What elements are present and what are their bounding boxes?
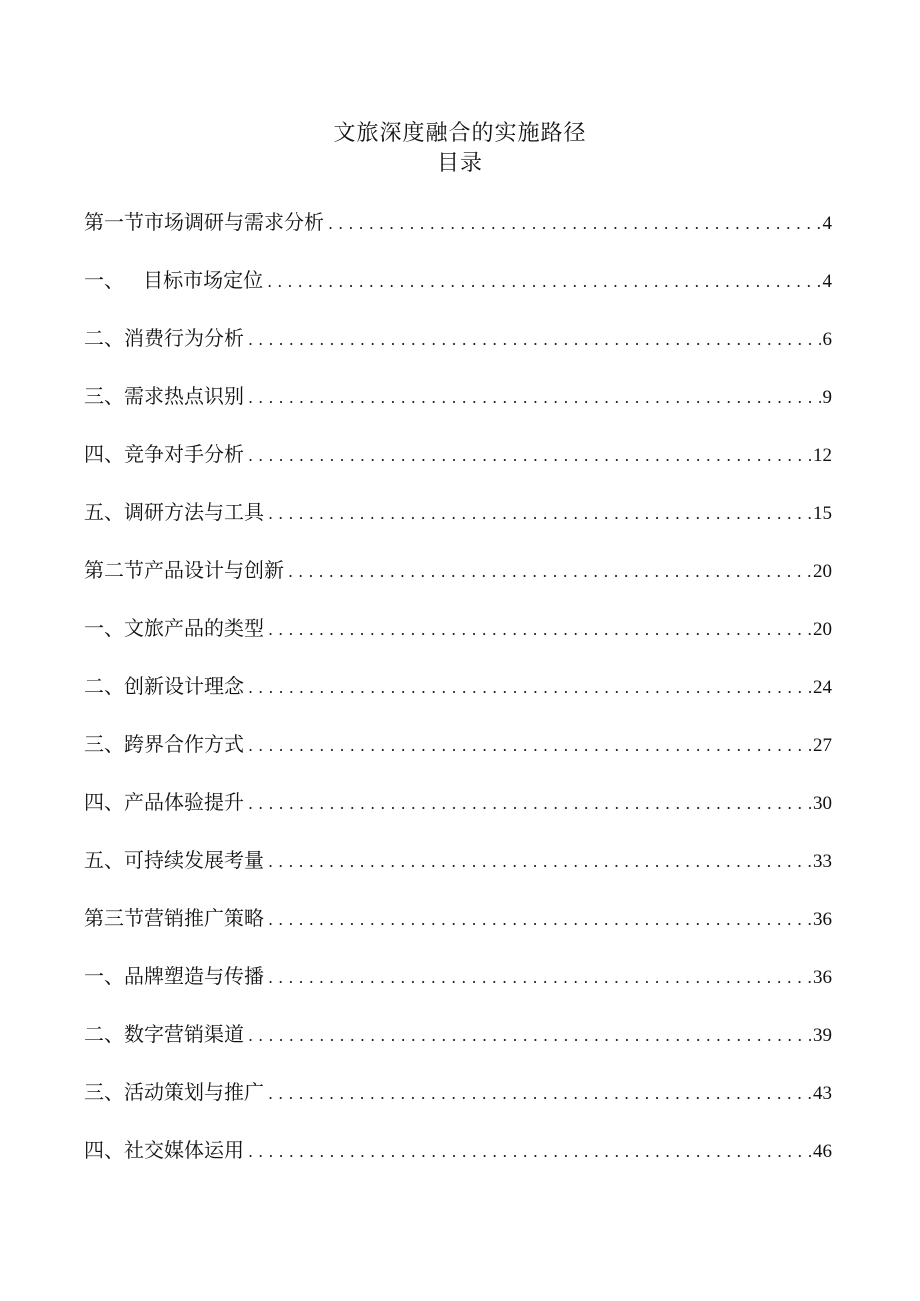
toc-entry-page: 9	[822, 387, 832, 408]
toc-dot-leader	[268, 1072, 811, 1116]
toc-entry[interactable]	[84, 548, 832, 606]
toc-dot-leader	[288, 550, 811, 594]
toc-entry-page: 46	[813, 1141, 832, 1162]
toc-dot-leader	[248, 724, 811, 768]
toc-entry-label: 五、调研方法与工具	[84, 500, 264, 524]
toc-entry[interactable]	[84, 316, 832, 374]
toc-entry-label: 三、活动策划与推广	[84, 1080, 264, 1104]
toc-entry-label: 三、需求热点识别	[84, 384, 244, 408]
toc-heading: 目录	[436, 151, 483, 176]
toc-entry[interactable]	[84, 1128, 832, 1186]
table-of-contents	[84, 200, 832, 1186]
toc-entry[interactable]	[84, 838, 832, 896]
toc-entry-label: 四、产品体验提升	[84, 790, 244, 814]
toc-entry-page: 36	[813, 967, 832, 988]
toc-entry-label: 第三节营销推广策略	[84, 906, 264, 930]
toc-entry-label: 五、可持续发展考量	[84, 848, 264, 872]
toc-entry-page: 27	[813, 735, 832, 756]
toc-entry[interactable]	[84, 954, 832, 1012]
toc-entry-page: 12	[813, 445, 832, 466]
toc-dot-leader	[268, 898, 811, 942]
toc-entry[interactable]	[84, 606, 832, 664]
toc-entry-label: 二、数字营销渠道	[84, 1022, 244, 1046]
toc-dot-leader	[248, 318, 821, 362]
toc-entry-label: 三、跨界合作方式	[84, 732, 244, 756]
toc-entry-page: 6	[822, 329, 832, 350]
toc-entry-label: 一、文旅产品的类型	[84, 616, 264, 640]
toc-entry-page: 20	[813, 619, 832, 640]
toc-entry-label: 第一节市场调研与需求分析	[84, 210, 324, 234]
toc-dot-leader	[268, 492, 811, 536]
toc-entry[interactable]	[84, 258, 832, 316]
toc-entry-label: 四、社交媒体运用	[84, 1138, 244, 1162]
toc-entry-page: 20	[813, 561, 832, 582]
toc-entry-page: 33	[813, 851, 832, 872]
document-title: 文旅深度融合的实施路径	[333, 121, 587, 146]
toc-entry-label: 二、消费行为分析	[84, 326, 244, 350]
toc-entry-page: 15	[813, 503, 832, 524]
toc-dot-leader	[248, 376, 821, 420]
toc-entry[interactable]	[84, 490, 832, 548]
toc-entry-page: 24	[813, 677, 832, 698]
toc-entry-label: 第二节产品设计与创新	[84, 558, 284, 582]
toc-entry-page: 4	[822, 271, 832, 292]
toc-entry[interactable]	[84, 1012, 832, 1070]
toc-dot-leader	[248, 1130, 811, 1174]
toc-dot-leader	[248, 1014, 811, 1058]
toc-dot-leader	[248, 434, 811, 478]
toc-entry[interactable]	[84, 432, 832, 490]
toc-dot-leader	[268, 608, 811, 652]
toc-entry-page: 39	[813, 1025, 832, 1046]
toc-entry[interactable]	[84, 374, 832, 432]
toc-dot-leader	[248, 782, 811, 826]
toc-entry-label: 一、 目标市场定位	[84, 268, 264, 292]
toc-entry-page: 43	[813, 1083, 832, 1104]
toc-entry[interactable]	[84, 780, 832, 838]
toc-entry[interactable]	[84, 896, 832, 954]
toc-dot-leader	[267, 260, 820, 304]
toc-dot-leader	[328, 202, 821, 246]
toc-entry-label: 二、创新设计理念	[84, 674, 244, 698]
toc-dot-leader	[268, 840, 811, 884]
toc-entry[interactable]	[84, 722, 832, 780]
toc-entry[interactable]	[84, 664, 832, 722]
toc-dot-leader	[248, 666, 811, 710]
toc-entry-page: 30	[813, 793, 832, 814]
toc-entry[interactable]	[84, 1070, 832, 1128]
toc-entry-label: 四、竞争对手分析	[84, 442, 244, 466]
toc-entry-page: 4	[822, 213, 832, 234]
toc-dot-leader	[268, 956, 811, 1000]
toc-entry-label: 一、品牌塑造与传播	[84, 964, 264, 988]
toc-entry[interactable]	[84, 200, 832, 258]
toc-entry-page: 36	[813, 909, 832, 930]
